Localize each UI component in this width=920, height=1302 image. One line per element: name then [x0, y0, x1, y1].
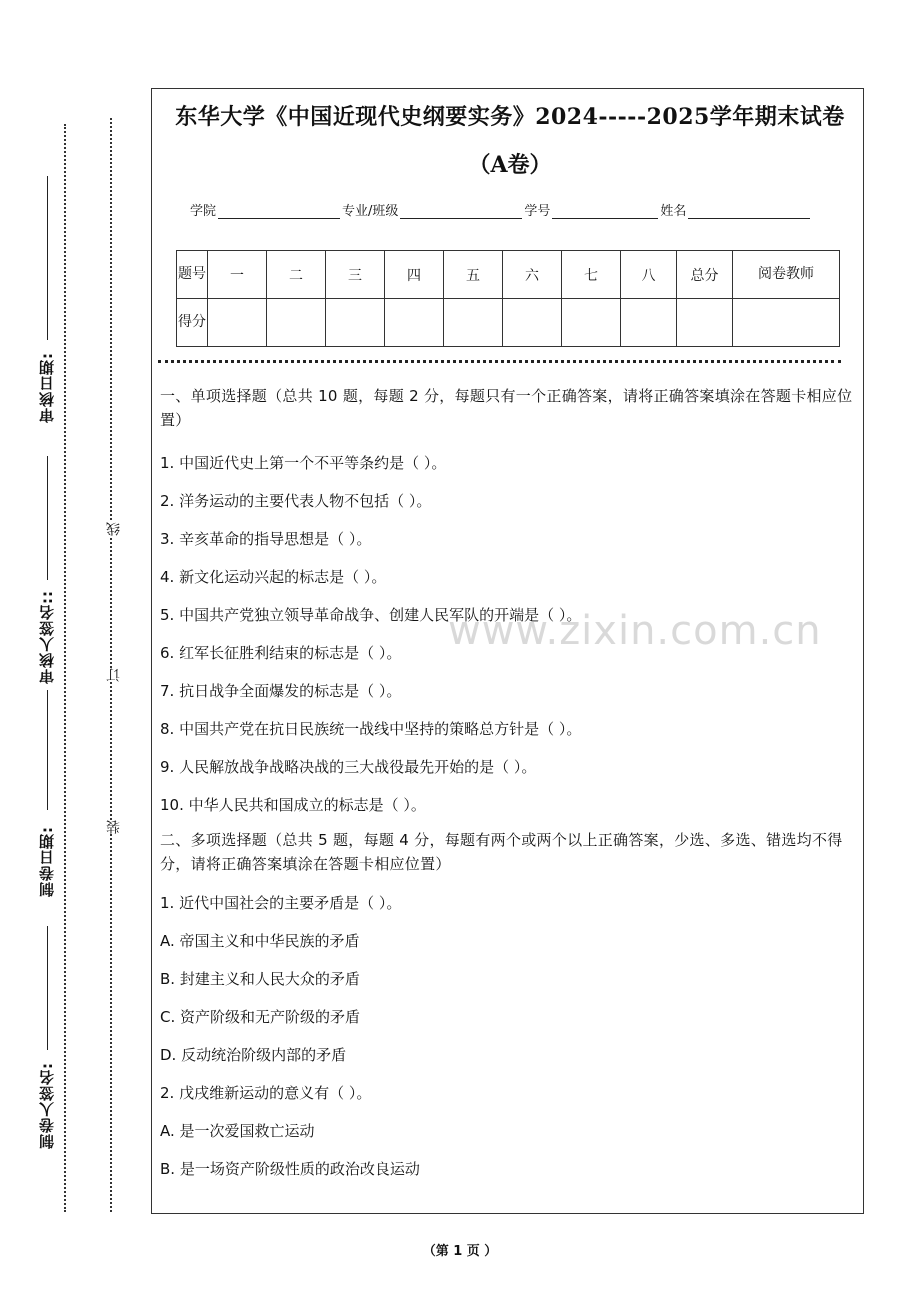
- score-header-grader: 阅卷教师: [733, 251, 840, 299]
- score-cell[interactable]: [733, 299, 840, 347]
- field-name-blank[interactable]: [688, 204, 810, 219]
- binding-dotted-line-outer: [64, 124, 66, 1212]
- question-item: 1. 中国近代史上第一个不平等条约是（ ）。: [160, 454, 447, 472]
- score-cell[interactable]: [503, 299, 562, 347]
- score-cell[interactable]: [267, 299, 326, 347]
- score-cell[interactable]: [385, 299, 444, 347]
- question-item: 7. 抗日战争全面爆发的标志是（ ）。: [160, 682, 402, 700]
- reviewer-sign-label: 审核人签名::: [38, 590, 56, 684]
- score-cell[interactable]: [208, 299, 267, 347]
- score-cell[interactable]: [444, 299, 503, 347]
- section-divider: [158, 360, 841, 363]
- maker-sign-label: 制卷人签名:: [38, 1062, 56, 1149]
- exam-title: 东华大学《中国近现代史纲要实务》2024-----2025学年期末试卷: [175, 104, 845, 130]
- score-header-q2: 二: [267, 251, 326, 299]
- option-item: B. 是一场资产阶级性质的政治改良运动: [160, 1160, 420, 1178]
- score-table: [176, 250, 840, 347]
- reviewer-date-blank: [47, 176, 48, 340]
- score-table-header-row: [177, 251, 840, 299]
- question-item: 2. 戊戌维新运动的意义有（ ）。: [160, 1084, 372, 1102]
- section1-heading: 一、单项选择题（总共 10 题，每题 2 分，每题只有一个正确答案，请将正确答案填涂在答题卡相应位置）: [160, 387, 853, 429]
- binding-char-ding: 订: [106, 668, 122, 682]
- option-item: C. 资产阶级和无产阶级的矛盾: [160, 1008, 361, 1026]
- score-cell[interactable]: [326, 299, 385, 347]
- question-item: 5. 中国共产党独立领导革命战争、创建人民军队的开端是（ ）。: [160, 606, 582, 624]
- score-header-q7: 七: [562, 251, 621, 299]
- field-major-blank[interactable]: [400, 204, 522, 219]
- page-number: （第 1 页 ）: [422, 1244, 498, 1259]
- question-item: 8. 中国共产党在抗日民族统一战线中坚持的策略总方针是（ ）。: [160, 720, 582, 738]
- field-id-label: 学号: [524, 204, 551, 219]
- score-header-q3: 三: [326, 251, 385, 299]
- question-item: 4. 新文化运动兴起的标志是（ ）。: [160, 568, 387, 586]
- section2-heading: 二、多项选择题（总共 5 题，每题 4 分，每题有两个或两个以上正确答案，少选、多选、错选均不得分，请将正确答案填涂在答题卡相应位置）: [160, 831, 843, 873]
- field-major-label: 专业/班级: [342, 204, 399, 219]
- question-item: 2. 洋务运动的主要代表人物不包括（ ）。: [160, 492, 432, 510]
- score-header-q4: 四: [385, 251, 444, 299]
- question-item: 6. 红军长征胜利结束的标志是（ ）。: [160, 644, 402, 662]
- watermark: www.zixin.com.cn: [448, 608, 822, 654]
- field-college-blank[interactable]: [218, 204, 340, 219]
- score-header-q1: 一: [208, 251, 267, 299]
- binding-char-line: 线: [106, 522, 122, 536]
- score-header-total: 总分: [677, 251, 733, 299]
- field-id-blank[interactable]: [552, 204, 658, 219]
- student-info-line: [190, 200, 840, 219]
- reviewer-date-label: 审核日期:: [38, 352, 56, 423]
- score-cell[interactable]: [562, 299, 621, 347]
- option-item: A. 帝国主义和中华民族的矛盾: [160, 932, 360, 950]
- score-cell[interactable]: [621, 299, 677, 347]
- option-item: B. 封建主义和人民大众的矛盾: [160, 970, 360, 988]
- score-row-label: 得分: [177, 299, 208, 347]
- question-item: 1. 近代中国社会的主要矛盾是（ ）。: [160, 894, 402, 912]
- score-header-q6: 六: [503, 251, 562, 299]
- exam-paper-version: （A卷）: [468, 152, 552, 178]
- maker-date-blank: [47, 690, 48, 810]
- field-name-label: 姓名: [660, 204, 687, 219]
- question-item: 3. 辛亥革命的指导思想是（ ）。: [160, 530, 372, 548]
- score-header-question-no: 题号: [177, 251, 208, 299]
- score-cell[interactable]: [677, 299, 733, 347]
- option-item: D. 反动统治阶级内部的矛盾: [160, 1046, 347, 1064]
- score-header-q5: 五: [444, 251, 503, 299]
- field-college-label: 学院: [190, 204, 217, 219]
- score-table-score-row: [177, 299, 840, 347]
- score-header-q8: 八: [621, 251, 677, 299]
- question-item: 9. 人民解放战争战略决战的三大战役最先开始的是（ ）。: [160, 758, 537, 776]
- binding-dotted-line-inner: [110, 118, 112, 1212]
- question-item: 10. 中华人民共和国成立的标志是（ ）。: [160, 796, 426, 814]
- binding-char-zhuang: 装: [106, 820, 122, 834]
- maker-sign-blank: [47, 926, 48, 1050]
- maker-date-label: 制卷日期:: [38, 826, 56, 897]
- option-item: A. 是一次爱国救亡运动: [160, 1122, 315, 1140]
- reviewer-sign-blank: [47, 456, 48, 580]
